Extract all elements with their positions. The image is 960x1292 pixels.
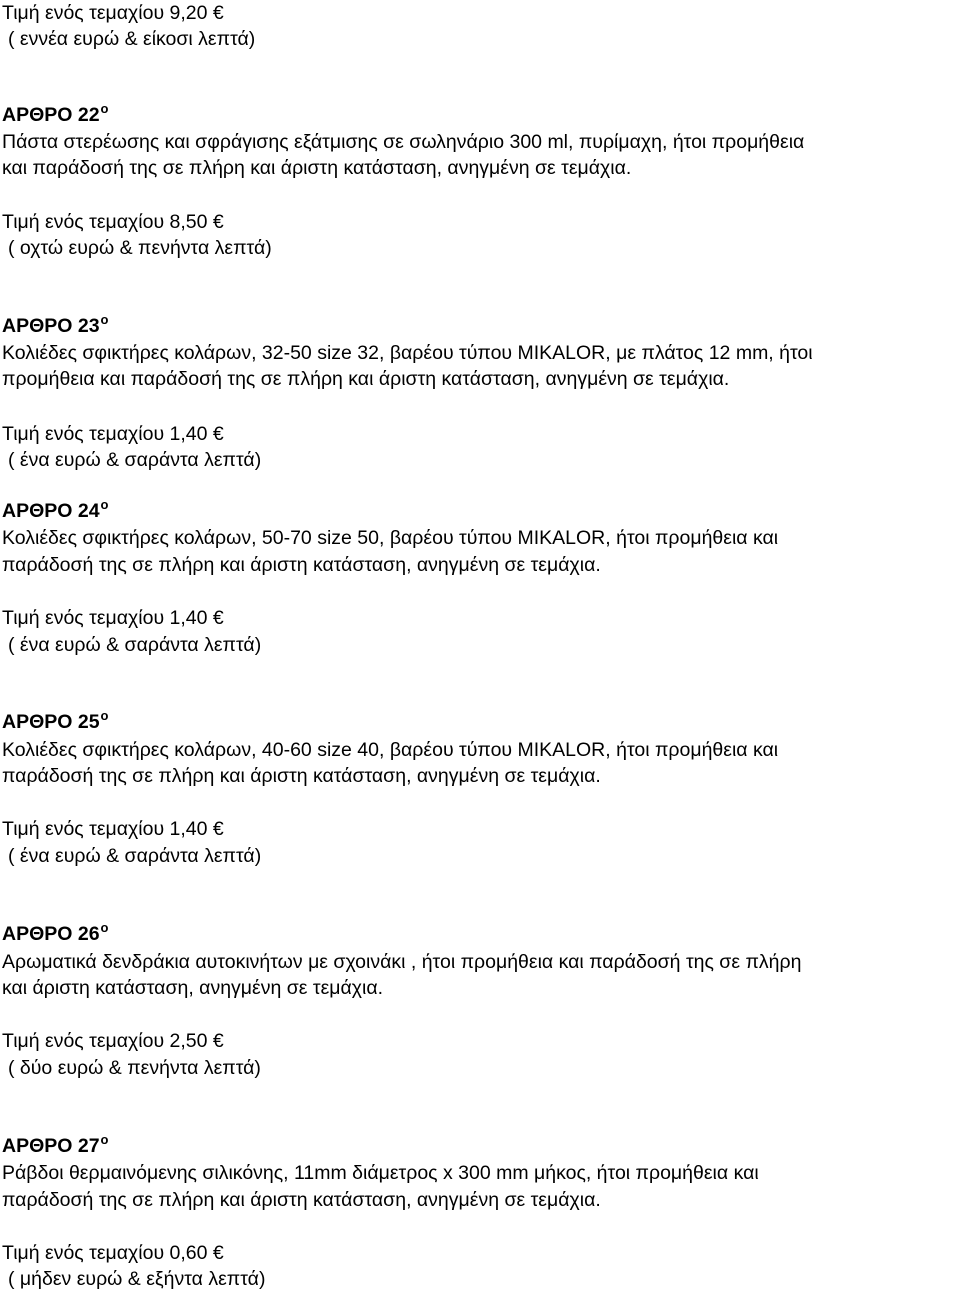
article-24-desc-line2: παράδοσή της σε πλήρη και άριστη κατάσταση, ανηγμένη σε τεμάχια. <box>2 554 601 576</box>
article-26-price-words: ( δύο ευρώ & πενήντα λεπτά) <box>8 1057 261 1079</box>
article-24-ordinal: ο <box>100 497 109 512</box>
article-23-price-line: Τιμή ενός τεμαχίου 1,40 € <box>2 423 224 445</box>
article-23-heading <box>2 313 108 341</box>
article-25-ordinal: ο <box>100 708 109 723</box>
article-22-title: ΑΡΘΡΟ 22 <box>2 104 100 126</box>
article-27-price-words: ( μήδεν ευρώ & εξήντα λεπτά) <box>8 1268 266 1290</box>
article-24-heading <box>2 498 108 526</box>
article-26-desc-line2: και άριστη κατάσταση, ανηγμένη σε τεμάχια. <box>2 977 384 999</box>
article-25-price-words: ( ένα ευρώ & σαράντα λεπτά) <box>8 845 262 867</box>
article-27-desc-line1: Ράβδοι θερμαινόμενης σιλικόνης, 11mm διάμετρος x 300 mm μήκος, ήτοι προμήθεια και <box>2 1162 759 1184</box>
article-27-heading <box>2 1133 108 1161</box>
article-24-title: ΑΡΘΡΟ 24 <box>2 500 100 522</box>
article-24-price-words: ( ένα ευρώ & σαράντα λεπτά) <box>8 634 262 656</box>
article-27-price-line: Τιμή ενός τεμαχίου 0,60 € <box>2 1242 224 1264</box>
article-26-ordinal: ο <box>100 920 109 935</box>
article-23-desc-line1: Κολιέδες σφικτήρες κολάρων, 32-50 size 32, βαρέου τύπου MIKALOR, με πλάτος 12 mm, ήτοι <box>2 342 813 364</box>
article-23-title: ΑΡΘΡΟ 23 <box>2 315 100 337</box>
article-25-title: ΑΡΘΡΟ 25 <box>2 711 100 733</box>
top-price-words: ( εννέα ευρώ & είκοσι λεπτά) <box>8 28 256 50</box>
article-25-price-line: Τιμή ενός τεμαχίου 1,40 € <box>2 818 224 840</box>
article-22-desc-line1: Πάστα στερέωσης και σφράγισης εξάτμισης σε σωληνάριο 300 ml, πυρίμαχη, ήτοι προμήθεια <box>2 131 805 153</box>
article-26-heading <box>2 921 108 949</box>
article-24-desc-line1: Κολιέδες σφικτήρες κολάρων, 50-70 size 50, βαρέου τύπου MIKALOR, ήτοι προμήθεια και <box>2 527 779 549</box>
article-23-price-words: ( ένα ευρώ & σαράντα λεπτά) <box>8 449 262 471</box>
top-price-line: Τιμή ενός τεμαχίου 9,20 € <box>2 2 224 24</box>
article-22-heading <box>2 102 108 130</box>
article-22-desc-line2: και παράδοσή της σε πλήρη και άριστη κατάσταση, ανηγμένη σε τεμάχια. <box>2 157 632 179</box>
article-26-desc-line1: Αρωματικά δενδράκια αυτοκινήτων με σχοινάκι , ήτοι προμήθεια και παράδοσή της σε πλήρη <box>2 951 802 973</box>
article-24-price-line: Τιμή ενός τεμαχίου 1,40 € <box>2 607 224 629</box>
article-27-title: ΑΡΘΡΟ 27 <box>2 1135 100 1157</box>
article-25-desc-line1: Κολιέδες σφικτήρες κολάρων, 40-60 size 40, βαρέου τύπου MIKALOR, ήτοι προμήθεια και <box>2 739 779 761</box>
article-27-desc-line2: παράδοσή της σε πλήρη και άριστη κατάσταση, ανηγμένη σε τεμάχια. <box>2 1189 601 1211</box>
article-26-price-line: Τιμή ενός τεμαχίου 2,50 € <box>2 1030 224 1052</box>
article-22-price-words: ( οχτώ ευρώ & πενήντα λεπτά) <box>8 237 272 259</box>
article-22-price-line: Τιμή ενός τεμαχίου 8,50 € <box>2 211 224 233</box>
article-27-ordinal: ο <box>100 1132 109 1147</box>
article-22-ordinal: ο <box>100 101 109 116</box>
article-26-title: ΑΡΘΡΟ 26 <box>2 923 100 945</box>
article-23-desc-line2: προμήθεια και παράδοσή της σε πλήρη και άριστη κατάσταση, ανηγμένη σε τεμάχια. <box>2 368 730 390</box>
article-23-ordinal: ο <box>100 312 109 327</box>
article-25-desc-line2: παράδοσή της σε πλήρη και άριστη κατάσταση, ανηγμένη σε τεμάχια. <box>2 765 601 787</box>
article-25-heading <box>2 709 108 737</box>
